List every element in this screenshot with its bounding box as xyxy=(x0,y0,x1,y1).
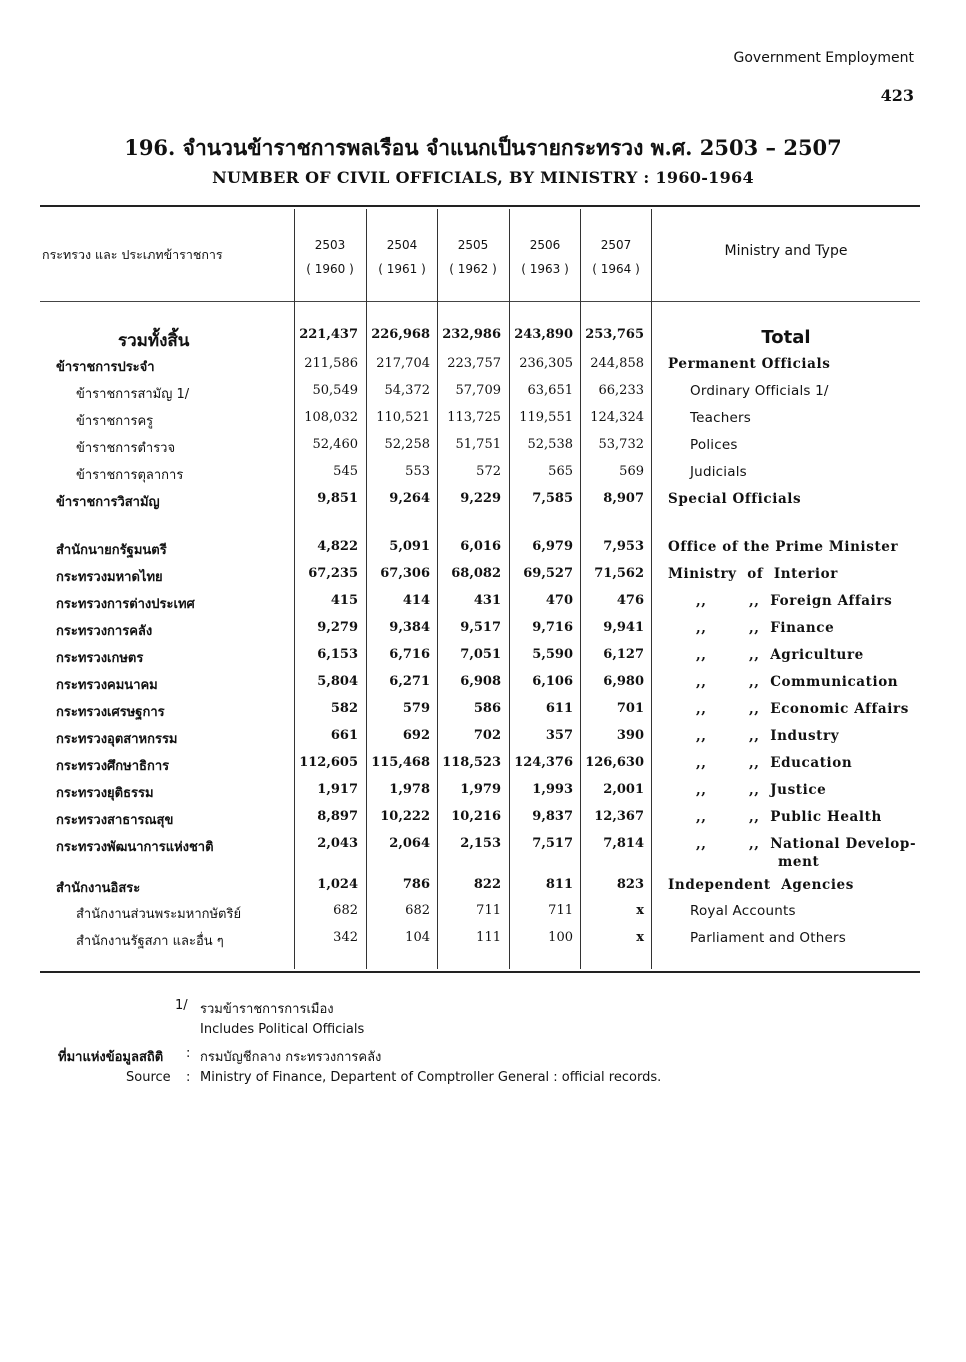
row-label-english: ,, ,, Education xyxy=(696,755,853,771)
row-label-english: Polices xyxy=(690,437,738,453)
row-label-english: Total xyxy=(761,327,811,348)
row-value: 69,527 xyxy=(523,566,573,581)
row-label-english: ,, ,, National Develop- xyxy=(696,836,917,852)
row-label-thai: สำนักงานอิสระ xyxy=(56,881,141,896)
row-value: 6,127 xyxy=(603,647,644,662)
table-title-thai: 196. จำนวนข้าราชการพลเรือน จำแนกเป็นรายกระทรวง พ.ศ. 2503 – 2507 xyxy=(124,135,842,160)
row-value: 104 xyxy=(405,930,430,945)
table-top-rule xyxy=(40,205,920,207)
row-value: 53,732 xyxy=(598,437,644,452)
row-value: 545 xyxy=(333,464,358,479)
row-value: 390 xyxy=(616,728,644,743)
row-value: 7,051 xyxy=(460,647,501,662)
row-value: 124,376 xyxy=(514,755,573,770)
row-value: 112,605 xyxy=(299,755,358,770)
row-value: 7,517 xyxy=(532,836,573,851)
row-value: 66,233 xyxy=(598,383,644,398)
row-label-thai: กระทรวงการคลัง xyxy=(56,624,153,639)
row-value: 682 xyxy=(405,903,430,918)
row-value: 12,367 xyxy=(594,809,644,824)
table-row xyxy=(40,877,920,899)
row-value: 431 xyxy=(473,593,501,608)
row-value: 100 xyxy=(548,930,573,945)
running-header: Government Employment xyxy=(733,50,914,66)
year-be: 2503 xyxy=(314,238,346,252)
row-value: 9,279 xyxy=(317,620,358,635)
row-label-thai: รวมทั้งสิ้น xyxy=(118,331,190,351)
row-value: 5,590 xyxy=(532,647,573,662)
table-title-english: NUMBER OF CIVIL OFFICIALS, BY MINISTRY : 1960-1964 xyxy=(212,168,754,187)
source-colon: : xyxy=(186,1046,191,1061)
row-value: 6,980 xyxy=(603,674,644,689)
year-be: 2505 xyxy=(457,238,489,252)
year-header xyxy=(510,233,580,281)
row-label-thai: กระทรวงยุติธรรม xyxy=(56,786,154,801)
row-label-english: ,, ,, Communication xyxy=(696,674,899,690)
row-value: 253,765 xyxy=(585,327,644,342)
year-header xyxy=(367,233,437,281)
table-row xyxy=(40,437,920,459)
year-header xyxy=(581,233,651,281)
source-label-thai: ที่มาแห่งข้อมูลสถิติ xyxy=(58,1050,164,1065)
row-value: 119,551 xyxy=(519,410,573,425)
row-label-thai: กระทรวงมหาดไทย xyxy=(56,570,163,585)
row-value: 223,757 xyxy=(447,356,501,371)
row-value: 124,324 xyxy=(590,410,644,425)
row-value: 51,751 xyxy=(455,437,501,452)
table-row xyxy=(40,464,920,486)
row-value: 6,716 xyxy=(389,647,430,662)
row-value: 6,979 xyxy=(532,539,573,554)
table-row xyxy=(40,491,920,513)
row-value: 6,908 xyxy=(460,674,501,689)
row-value: 342 xyxy=(333,930,358,945)
row-value: 52,258 xyxy=(384,437,430,452)
row-value: 7,585 xyxy=(532,491,573,506)
row-value: 108,032 xyxy=(304,410,358,425)
row-value: 1,024 xyxy=(317,877,358,892)
row-label-english: ,, ,, Industry xyxy=(696,728,840,744)
row-value: 6,153 xyxy=(317,647,358,662)
year-be: 2506 xyxy=(529,238,561,252)
row-value: 823 xyxy=(616,877,644,892)
row-value: 118,523 xyxy=(442,755,501,770)
row-value: 113,725 xyxy=(447,410,501,425)
year-ce: ( 1964 ) xyxy=(592,262,640,276)
year-ce: ( 1960 ) xyxy=(306,262,354,276)
row-value: 67,235 xyxy=(308,566,358,581)
row-label-thai: สำนักงานส่วนพระมหากษัตริย์ xyxy=(76,907,242,922)
row-label-thai: กระทรวงอุตสาหกรรม xyxy=(56,732,178,747)
row-value: 9,229 xyxy=(460,491,501,506)
row-label-english: ,, ,, Justice xyxy=(696,782,827,798)
source-label-english: Source xyxy=(126,1070,171,1085)
row-value: 9,851 xyxy=(317,491,358,506)
row-label-english: Teachers xyxy=(690,410,751,426)
row-label-english: Independent Agencies xyxy=(668,877,854,893)
row-value: 476 xyxy=(616,593,644,608)
row-value: 415 xyxy=(330,593,358,608)
footnote-marker: 1/ xyxy=(175,998,188,1013)
row-value: 569 xyxy=(619,464,644,479)
row-value: 822 xyxy=(473,877,501,892)
table-row xyxy=(40,809,920,831)
row-label-thai: กระทรวงพัฒนาการแห่งชาติ xyxy=(56,840,214,855)
row-value: 701 xyxy=(616,701,644,716)
table-row xyxy=(40,620,920,642)
row-label-thai: ข้าราชการตุลาการ xyxy=(76,468,184,483)
table-row xyxy=(40,383,920,405)
header-bottom-rule xyxy=(40,301,920,302)
row-value: 217,704 xyxy=(376,356,430,371)
row-value: 661 xyxy=(330,728,358,743)
table-row xyxy=(40,410,920,432)
row-label-thai: กระทรวงศึกษาธิการ xyxy=(56,759,170,774)
row-value: 68,082 xyxy=(451,566,501,581)
row-value: 2,043 xyxy=(317,836,358,851)
row-value: 244,858 xyxy=(590,356,644,371)
row-value: 702 xyxy=(473,728,501,743)
table-row xyxy=(40,327,920,349)
source-thai: กรมบัญชีกลาง กระทรวงการคลัง xyxy=(200,1050,382,1065)
row-value: 52,460 xyxy=(312,437,358,452)
row-value: 236,305 xyxy=(519,356,573,371)
row-value: 63,651 xyxy=(527,383,573,398)
row-value: 711 xyxy=(476,903,501,918)
row-value: 572 xyxy=(476,464,501,479)
year-be: 2507 xyxy=(600,238,632,252)
row-label-english: Parliament and Others xyxy=(690,930,846,946)
row-value: 586 xyxy=(473,701,501,716)
row-value: 711 xyxy=(548,903,573,918)
row-value: 9,517 xyxy=(460,620,501,635)
row-value: 9,716 xyxy=(532,620,573,635)
row-value: 1,979 xyxy=(460,782,501,797)
row-value: 10,216 xyxy=(451,809,501,824)
row-label-thai: กระทรวงสาธารณสุข xyxy=(56,813,174,828)
table-row xyxy=(40,930,920,952)
year-ce: ( 1963 ) xyxy=(521,262,569,276)
table-bottom-rule xyxy=(40,971,920,973)
row-value: 126,630 xyxy=(585,755,644,770)
row-value: 9,837 xyxy=(532,809,573,824)
row-label-english: Office of the Prime Minister xyxy=(668,539,899,555)
table-row xyxy=(40,782,920,804)
row-value: 6,016 xyxy=(460,539,501,554)
page-number: 423 xyxy=(880,86,914,105)
year-header xyxy=(295,233,365,281)
row-label-thai: ข้าราชการสามัญ 1/ xyxy=(76,387,190,402)
row-value: 682 xyxy=(333,903,358,918)
column-header-thai: กระทรวง และ ประเภทข้าราชการ xyxy=(42,247,223,262)
row-label-thai: กระทรวงเกษตร xyxy=(56,651,144,666)
row-label-english: Special Officials xyxy=(668,491,802,507)
row-label-english: Ministry of Interior xyxy=(668,566,838,582)
table-row xyxy=(40,903,920,925)
statistics-table xyxy=(40,205,920,975)
row-value: 2,153 xyxy=(460,836,501,851)
row-value: 414 xyxy=(402,593,430,608)
column-header-english: Ministry and Type xyxy=(724,243,848,259)
row-value: 1,978 xyxy=(389,782,430,797)
row-label-thai: กระทรวงคมนาคม xyxy=(56,678,158,693)
row-value: 553 xyxy=(405,464,430,479)
row-value: 57,709 xyxy=(455,383,501,398)
year-be: 2504 xyxy=(386,238,418,252)
row-value: 211,586 xyxy=(304,356,358,371)
source-colon: : xyxy=(186,1070,191,1085)
row-label-thai: กระทรวงการต่างประเทศ xyxy=(56,597,195,612)
row-label-thai: ข้าราชการวิสามัญ xyxy=(56,495,160,510)
row-value: 9,941 xyxy=(603,620,644,635)
row-value: x xyxy=(636,930,644,945)
year-ce: ( 1962 ) xyxy=(449,262,497,276)
row-label-thai: ข้าราชการตำรวจ xyxy=(76,441,176,456)
table-row xyxy=(40,356,920,378)
row-value: 1,993 xyxy=(532,782,573,797)
row-value: 10,222 xyxy=(380,809,430,824)
row-label-english: Permanent Officials xyxy=(668,356,831,372)
row-value: 9,384 xyxy=(389,620,430,635)
row-label-thai: ข้าราชการประจำ xyxy=(56,360,155,375)
row-value: 1,917 xyxy=(317,782,358,797)
row-value: x xyxy=(636,903,644,918)
row-value: 357 xyxy=(545,728,573,743)
row-value: 7,814 xyxy=(603,836,644,851)
row-value: 611 xyxy=(545,701,573,716)
table-row xyxy=(40,593,920,615)
row-value: 786 xyxy=(402,877,430,892)
row-value: 470 xyxy=(545,593,573,608)
row-value: 110,521 xyxy=(376,410,430,425)
row-value: 7,953 xyxy=(603,539,644,554)
row-label-english: ,, ,, Foreign Affairs xyxy=(696,593,893,609)
row-value: 4,822 xyxy=(317,539,358,554)
row-value: 232,986 xyxy=(442,327,501,342)
row-label-english: ,, ,, Economic Affairs xyxy=(696,701,909,717)
row-value: 115,468 xyxy=(371,755,430,770)
table-row xyxy=(40,701,920,723)
row-label-thai: กระทรวงเศรษฐการ xyxy=(56,705,165,720)
row-value: 8,907 xyxy=(603,491,644,506)
row-label-english: Judicials xyxy=(690,464,747,480)
row-label-english: ,, ,, Public Health xyxy=(696,809,882,825)
row-value: 692 xyxy=(402,728,430,743)
row-label-english: ,, ,, Finance xyxy=(696,620,835,636)
footnote-english: Includes Political Officials xyxy=(200,1022,365,1037)
row-value: 6,271 xyxy=(389,674,430,689)
table-row xyxy=(40,566,920,588)
year-header xyxy=(438,233,508,281)
row-value: 8,897 xyxy=(317,809,358,824)
row-label-english: Royal Accounts xyxy=(690,903,796,919)
row-label-thai: ข้าราชการครู xyxy=(76,414,154,429)
footnote-thai: รวมข้าราชการการเมือง xyxy=(200,1002,334,1017)
row-label-english-continued: ment xyxy=(778,854,820,870)
row-value: 243,890 xyxy=(514,327,573,342)
row-value: 2,001 xyxy=(603,782,644,797)
row-value: 52,538 xyxy=(527,437,573,452)
table-row xyxy=(40,539,920,561)
row-value: 71,562 xyxy=(594,566,644,581)
row-value: 9,264 xyxy=(389,491,430,506)
row-value: 2,064 xyxy=(389,836,430,851)
row-value: 811 xyxy=(545,877,573,892)
row-value: 6,106 xyxy=(532,674,573,689)
row-value: 67,306 xyxy=(380,566,430,581)
row-value: 582 xyxy=(330,701,358,716)
row-value: 5,091 xyxy=(389,539,430,554)
table-row xyxy=(40,647,920,669)
row-value: 111 xyxy=(476,930,501,945)
table-row xyxy=(40,674,920,696)
table-row xyxy=(40,728,920,750)
row-label-english: ,, ,, Agriculture xyxy=(696,647,864,663)
row-value: 579 xyxy=(402,701,430,716)
row-label-english: Ordinary Officials 1/ xyxy=(690,383,829,399)
row-value: 226,968 xyxy=(371,327,430,342)
row-value: 5,804 xyxy=(317,674,358,689)
table-row xyxy=(40,755,920,777)
row-label-thai: สำนักงานรัฐสภา และอื่น ๆ xyxy=(76,934,224,949)
row-value: 50,549 xyxy=(312,383,358,398)
row-label-thai: สำนักนายกรัฐมนตรี xyxy=(56,543,167,558)
row-value: 54,372 xyxy=(384,383,430,398)
table-row xyxy=(40,836,920,880)
row-value: 221,437 xyxy=(299,327,358,342)
year-ce: ( 1961 ) xyxy=(378,262,426,276)
source-english: Ministry of Finance, Departent of Comptroller General : official records. xyxy=(200,1070,662,1085)
row-value: 565 xyxy=(548,464,573,479)
